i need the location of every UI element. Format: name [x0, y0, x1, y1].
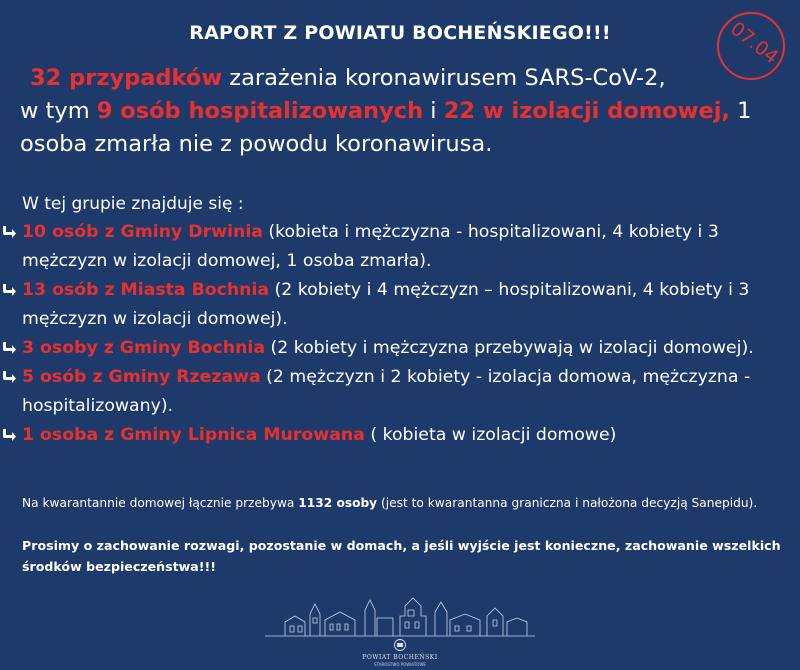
list-item-place: 5 osób z Gminy Rzezawa: [22, 367, 261, 387]
list-item-details: (2 kobiety i mężczyzna przebywają w izolacji domowej).: [264, 338, 754, 358]
list-item-place: 13 osób z Miasta Bochnia: [22, 280, 270, 300]
list-item: [0, 334, 800, 363]
arrow-right-icon: [1, 427, 17, 443]
list-item-place: 3 osoby z Gminy Bochnia: [22, 338, 265, 358]
logo-name: POWIAT BOCHEŃSKI: [362, 654, 438, 661]
powiat-crest-icon: [380, 638, 420, 652]
quarantine-note: [22, 493, 782, 513]
list-item-details: (2 kobiety i 4 mężczyzn – hospitalizowani, 4 kobiety i 3 mężczyzn w izolacji domowej).: [22, 280, 750, 329]
isolation-count: 22 w izolacji domowej,: [443, 98, 730, 124]
town-skyline-illustration: [265, 592, 535, 642]
headline-text-3: i: [423, 98, 444, 124]
list-item: [0, 421, 800, 450]
date-stamp-text: 07.04: [725, 17, 783, 69]
list-item-details: (kobieta i mężczyzna - hospitalizowani, 4 kobiety i 3 mężczyzn w izolacji domowej, 1 osoba zmarła).: [22, 222, 719, 271]
quarantine-count: 1132 osoby: [298, 496, 378, 510]
group-intro: W tej grupie znajduje się :: [22, 194, 244, 214]
municipality-list: [0, 218, 800, 450]
headline-text-2: w tym: [20, 98, 97, 124]
list-item: [0, 218, 800, 276]
list-item: [0, 276, 800, 334]
report-title: RAPORT Z POWIATU BOCHEŃSKIEGO!!!: [189, 22, 611, 44]
list-item-details: (2 mężczyzn i 2 kobiety - izolacja domowa, mężczyzna - hospitalizowany).: [22, 367, 751, 416]
arrow-right-icon: [1, 369, 17, 385]
arrow-right-icon: [1, 340, 17, 356]
arrow-right-icon: [1, 282, 17, 298]
arrow-right-icon: [1, 224, 17, 240]
headline: [20, 62, 780, 161]
list-item-place: 1 osoba z Gminy Lipnica Murowana: [22, 425, 365, 445]
list-item: [0, 363, 800, 421]
quarantine-suffix: (jest to kwarantanna graniczna i nałożona decyzją Sanepidu).: [377, 496, 758, 510]
hospitalized-count: 9 osób hospitalizowanych: [96, 98, 424, 124]
safety-appeal: Prosimy o zachowanie rozwagi, pozostanie w domach, a jeśli wyjście jest konieczne, zachowanie wszelkich środków bezpieczeństwa!!!: [22, 538, 781, 574]
list-item-details: ( kobieta w izolacji domowe): [364, 425, 617, 445]
headline-text-4: 1 osoba zmarła nie z powodu koronawirusa.: [20, 98, 752, 157]
headline-text-1: zarażenia koronawirusem SARS-CoV-2,: [222, 65, 666, 91]
cases-count: 32 przypadków: [30, 65, 223, 91]
quarantine-prefix: Na kwarantannie domowej łącznie przebywa: [22, 496, 299, 510]
logo-subtitle: STAROSTWO POWIATOWE: [374, 662, 426, 667]
list-item-place: 10 osób z Gminy Drwinia: [22, 222, 263, 242]
